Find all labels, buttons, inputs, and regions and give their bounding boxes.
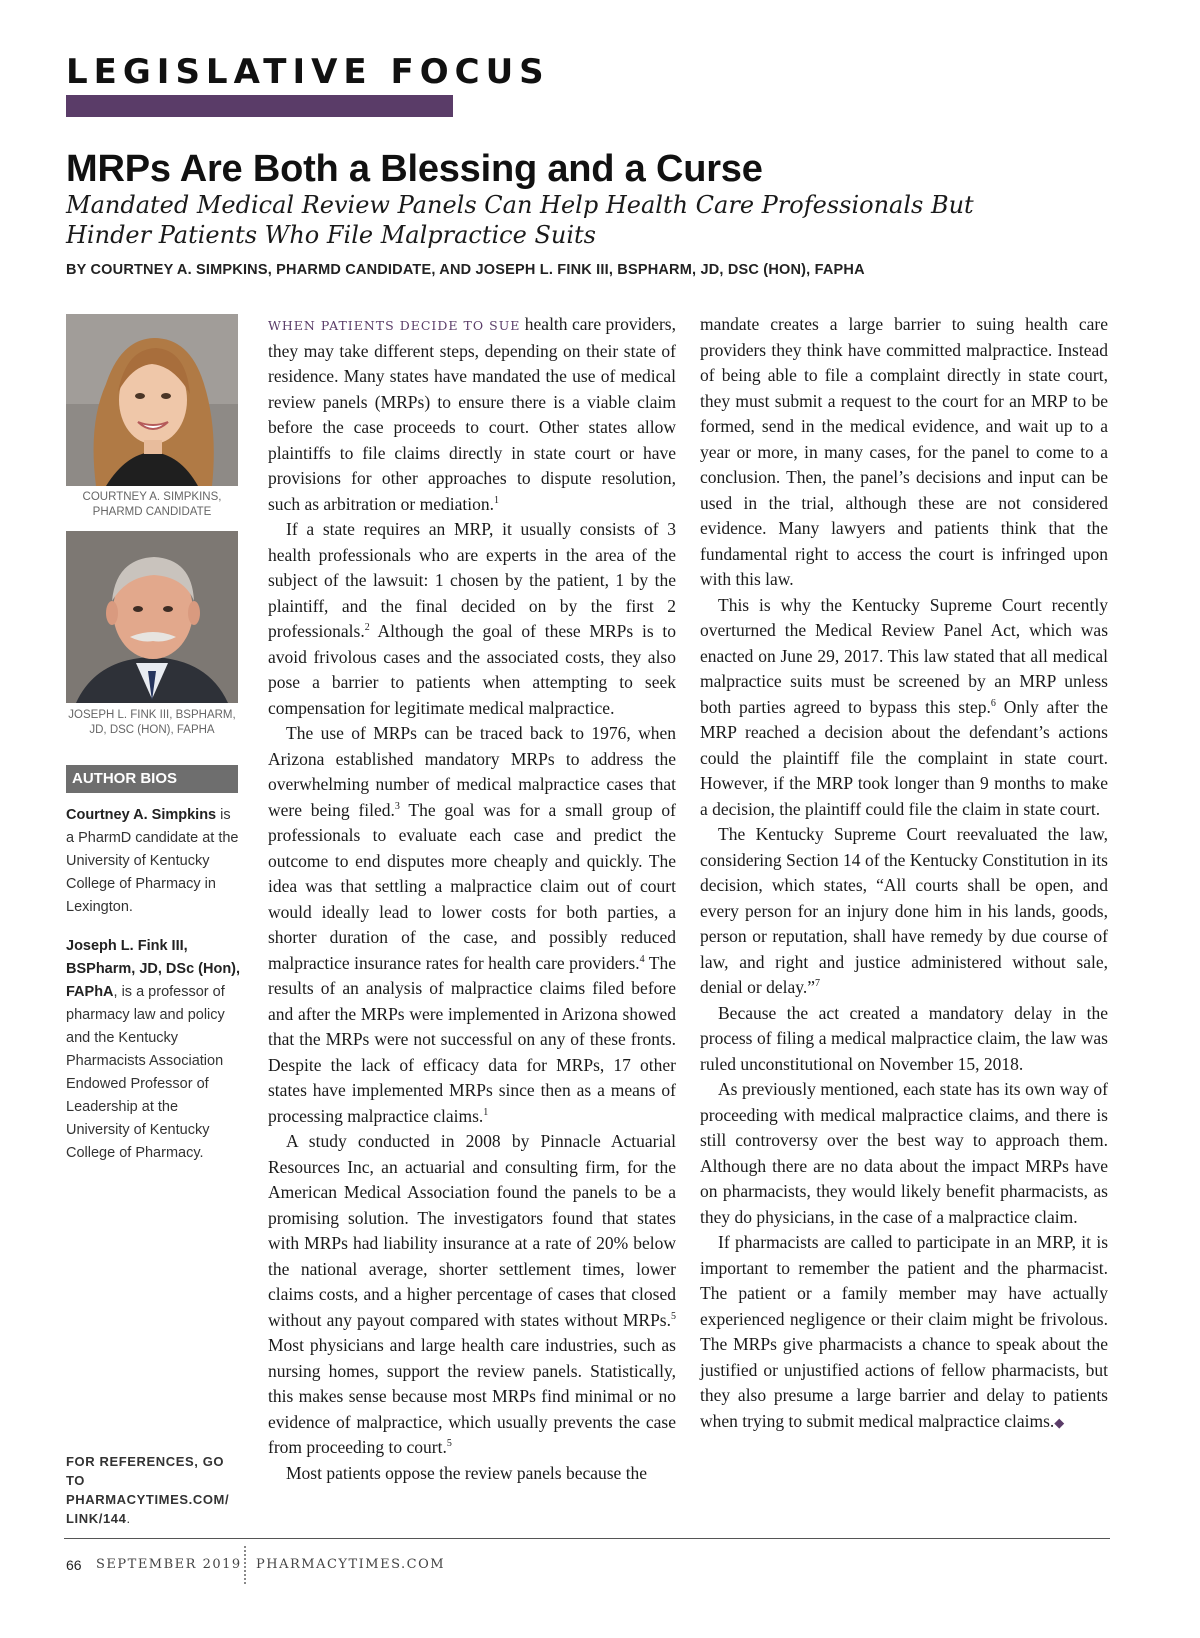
lead-in: WHEN PATIENTS DECIDE TO SUE — [268, 318, 521, 333]
references-note — [66, 1452, 246, 1528]
paragraph — [268, 721, 676, 1129]
reference-number: 4 — [639, 953, 645, 965]
paragraph-text: Because the act created a mandatory delay in the process of filing a medical malpractice claim, the law was ruled unconstitutional on November 15, 2018. — [700, 1002, 1108, 1074]
bio-fink — [66, 935, 241, 1165]
references-link[interactable]: PHARMACYTIMES.COM/ LINK/144 — [66, 1492, 230, 1526]
body-column-2 — [700, 312, 1108, 1435]
paragraph-text: Most physicians and large health care industries, such as nursing homes, support the review panels. Statistically, this makes sense because most MRPs find minimal or no evidence of malpractice, which usually prevents the case from proceeding to court. — [268, 1335, 676, 1457]
footer-rule — [64, 1538, 1110, 1539]
reference-number: 1 — [493, 494, 499, 506]
paragraph — [700, 1077, 1108, 1230]
article-title: MRPs Are Both a Blessing and a Curse — [66, 148, 763, 190]
reference-number: 6 — [990, 697, 996, 709]
photo-caption-fink: JOSEPH L. FINK III, BSPHARM, JD, DSC (HON), FAPHA — [68, 709, 236, 736]
paragraph-text: A study conducted in 2008 by Pinnacle Actuarial Resources Inc, an actuarial and consulting firm, for the American Medical Association found the panels to be a promising solution. The investigators found that states with MRPs had liability insurance at a rate of 20% below the national average, shorter settlement times, lower claims costs, and a higher percentage of cases that closed without any payout compared with states without MRPs. — [268, 1131, 676, 1330]
paragraph-text: mandate creates a large barrier to suing health care providers they think have committed malpractice. Instead of being able to file a complaint directly in state court, they must submit a request to the court for an MRP to be formed, send in the medical evidence, and wait up to a year or more, in many cases, for the panel to come to a conclusion. Then, the panel’s decisions and input can be used in the trial, although these are not considered evidence. Many lawyers and patients think that the fundamental right to access the court is infringed upon with this law. — [700, 314, 1108, 589]
paragraph-text: As previously mentioned, each state has its own way of proceeding with medical malpractice claims, and there is still controversy over the best way to approach them. Although there are no data about the impact MRPs have on pharmacists, they would likely benefit pharmacists, as they do physicians, in the case of a malpractice claim. — [700, 1079, 1108, 1227]
paragraph — [268, 1461, 676, 1487]
references-label: FOR REFERENCES, GO TO — [66, 1454, 225, 1488]
paragraph-text: The results of an analysis of malpractice claims filed before and after the MRPs were implemented in Arizona showed that the MRPs were not successful on any of these fronts. Despite the lack of efficacy data for MRPs, 17 other states have implemented MRPs since then as a means of processing malpractice claims. — [268, 952, 676, 1126]
paragraph-text: health care providers, they may take different steps, depending on their state of residence. Many states have mandated the use of medical review panels (MRPs) to ensure there is a viable claim before the case proceeds to court. Other states allow plaintiffs to file claims directly in state court or have provisions for other approaches to dispute resolution, such as arbitration or mediation. — [268, 314, 676, 514]
reference-number: 3 — [394, 800, 400, 812]
article-subtitle: Mandated Medical Review Panels Can Help Health Care Professionals But Hinder Patients Who File Malpractice Suits — [66, 191, 974, 249]
author-photo-simpkins — [66, 314, 238, 486]
paragraph-text: The use of MRPs can be traced back to 1976, when Arizona established mandatory MRPs to address the overwhelming number of medical malpractice cases that were being filed. — [268, 723, 676, 820]
paragraph-text: Although the goal of these MRPs is to avoid frivolous cases and the associated costs, they also pose a barrier to patients when attempting to seek compensation for legitimate medical malpractice. — [268, 621, 676, 718]
bio-simpkins — [66, 804, 241, 919]
bio-fink-name: Joseph L. Fink III, BSPharm, JD, DSc (Hon), FAPhA — [66, 938, 241, 1000]
reference-number: 5 — [671, 1310, 676, 1322]
references-period: . — [126, 1511, 131, 1526]
publication-site: PHARMACYTIMES.COM — [256, 1557, 446, 1572]
reference-number: 7 — [815, 978, 820, 990]
reference-number: 2 — [364, 622, 370, 634]
paragraph — [700, 1230, 1108, 1435]
paragraph-text: The goal was for a small group of professionals to evaluate each case and predict the outcome to end disputes more cheaply and quickly. The idea was that settling a malpractice claim out of court would ideally lead to lower costs for both parties, a shorter duration of the case, and possibly reduced malpractice insurance rates for health care providers. — [268, 799, 676, 973]
paragraph-text: The Kentucky Supreme Court reevaluated the law, considering Section 14 of the Kentucky Constitution in its decision, which states, “All courts shall be open, and every person for an injury done him in his lands, goods, person or reputation, shall have remedy by due course of law, and right and justice administered without sale, denial or delay.” — [700, 824, 1108, 997]
author-bios-heading: AUTHOR BIOS — [66, 765, 238, 793]
body-column-1 — [268, 312, 676, 1486]
paragraph — [268, 1129, 676, 1461]
photo-caption-simpkins: COURTNEY A. SIMPKINS, PHARMD CANDIDATE — [82, 491, 222, 518]
paragraph — [700, 312, 1108, 593]
paragraph — [268, 312, 676, 517]
byline: BY COURTNEY A. SIMPKINS, PHARMD CANDIDATE, AND JOSEPH L. FINK III, BSPHARM, JD, DSC (HON), FAPHA — [66, 262, 865, 278]
page-number: 66 — [66, 1557, 82, 1573]
reference-number: 5 — [446, 1438, 452, 1450]
paragraph — [700, 822, 1108, 1001]
bio-simpkins-text: is a PharmD candidate at the University of Kentucky College of Pharmacy in Lexington. — [66, 807, 239, 915]
paragraph-text: Only after the MRP reached a decision about the defendant’s actions could the plaintiff file the complaint in state court. However, if the MRP took longer than 9 months to make a decision, the plaintiff could file the claim in state court. — [700, 696, 1108, 819]
paragraph — [700, 593, 1108, 823]
section-bar — [66, 95, 453, 117]
footer-divider — [244, 1546, 246, 1584]
paragraph-text: This is why the Kentucky Supreme Court recently overturned the Medical Review Panel Act, which was enacted on June 29, 2017. This law stated that all medical malpractice suits must be screened by an MRP unless both parties agreed to bypass this step. — [700, 594, 1108, 717]
section-label: LEGISLATIVE FOCUS — [66, 52, 550, 92]
paragraph-text: Most patients oppose the review panels because the — [286, 1462, 648, 1483]
paragraph — [700, 1001, 1108, 1078]
author-photo-fink — [66, 531, 238, 703]
bio-fink-text: , is a professor of pharmacy law and policy and the Kentucky Pharmacists Association Endowed Professor of Leadership at the University of Kentucky College of Pharmacy. — [66, 984, 225, 1161]
end-mark-icon: ◆ — [1054, 1414, 1065, 1430]
issue-date: SEPTEMBER 2019 — [96, 1557, 242, 1572]
reference-number: 1 — [483, 1106, 489, 1118]
paragraph — [268, 517, 676, 721]
paragraph-text: If a state requires an MRP, it usually consists of 3 health professionals who are experts in the area of the subject of the lawsuit: 1 chosen by the patient, 1 by the plaintiff, and the final decided on by the first 2 professionals. — [268, 519, 676, 641]
bio-simpkins-name: Courtney A. Simpkins — [66, 807, 217, 823]
paragraph-text: If pharmacists are called to participate in an MRP, it is important to remember the patient and the pharmacist. The patient or a family member may have actually experienced negligence or their claim might be frivolous. The MRPs give pharmacists a chance to speak about the justified or unjustified actions of fellow pharmacists, but they also presume a large barrier and delay to patients when trying to submit medical malpractice claims. — [700, 1232, 1108, 1431]
